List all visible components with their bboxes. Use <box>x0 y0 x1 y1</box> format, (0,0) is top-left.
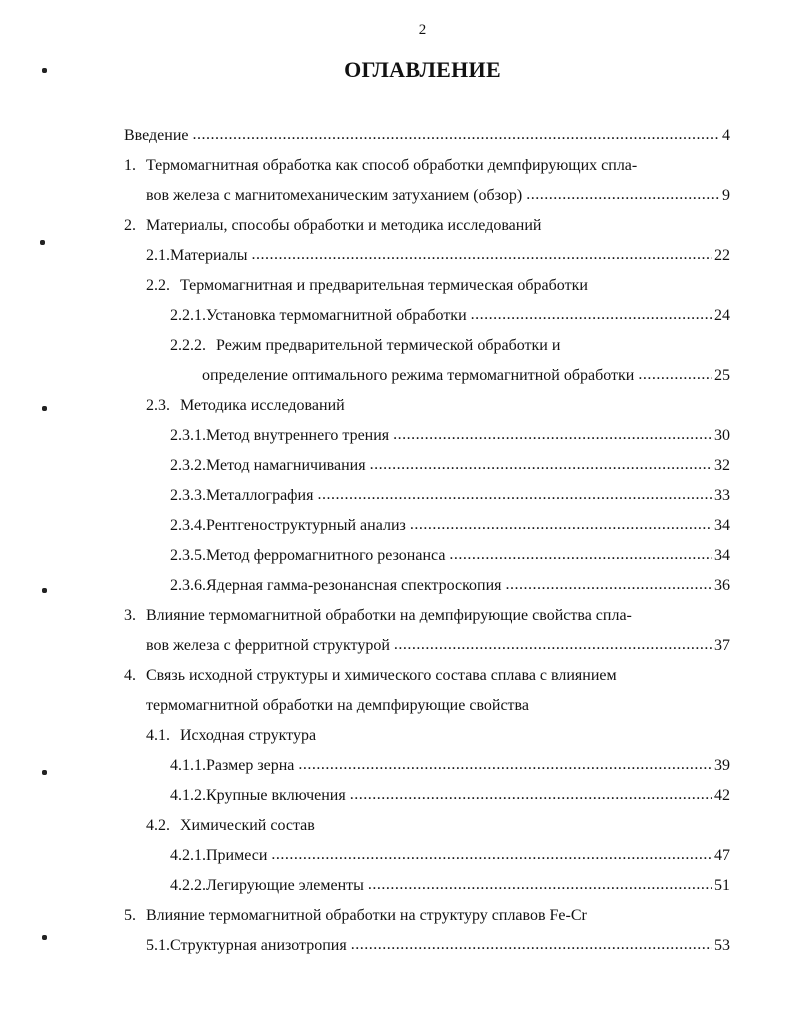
toc-entry-number: 2.1. <box>146 247 170 264</box>
dot-leader <box>193 120 721 150</box>
toc-entry-page: 39 <box>714 757 730 774</box>
toc-entry-page: 30 <box>714 427 730 444</box>
scan-mark <box>42 770 47 775</box>
toc-entry-number: 1. <box>124 157 136 174</box>
toc-entry-2-3-6[interactable] <box>170 571 730 601</box>
dot-leader <box>506 570 712 600</box>
toc-entry-number: 3. <box>124 607 136 624</box>
dot-leader <box>317 480 712 510</box>
toc-entry-title: Влияние термомагнитной обработки на структуру сплавов Fe-Cr <box>146 907 587 924</box>
toc-entry-title: Метод внутреннего трения <box>206 427 390 444</box>
toc-entry-4-2-2[interactable] <box>170 871 730 901</box>
dot-leader <box>393 420 712 450</box>
toc-entry-page: 36 <box>714 577 730 594</box>
toc-entry-number: 4.2.2. <box>170 877 206 894</box>
toc-entry-4-1-2[interactable] <box>170 781 730 811</box>
dot-leader <box>298 750 712 780</box>
toc-entry-title: Связь исходной структуры и химического состава сплава с влиянием <box>146 667 617 684</box>
toc-entry-number: 2.3.3. <box>170 487 206 504</box>
toc-entry-title: Исходная структура <box>180 727 317 744</box>
toc-entry-title: Химический состав <box>180 817 315 834</box>
toc-entry-title: Влияние термомагнитной обработки на демпфирующие свойства спла- <box>146 607 632 624</box>
toc-entry-2-3-4[interactable] <box>170 511 730 541</box>
toc-entry-page: 33 <box>714 487 730 504</box>
toc-entry-page: 34 <box>714 547 730 564</box>
dot-leader <box>252 240 712 270</box>
toc-entry-title: Режим предварительной термической обработки и <box>216 337 561 354</box>
toc-entry-4-1[interactable] <box>146 721 730 751</box>
dot-leader <box>471 300 712 330</box>
toc-entry-page: 37 <box>714 637 730 654</box>
toc-entry-3-cont[interactable] <box>146 631 730 661</box>
toc-entry-title: Метод ферромагнитного резонанса <box>206 547 446 564</box>
toc-entry-page: 51 <box>714 877 730 894</box>
toc-entry-number: 2.2.1. <box>170 307 206 324</box>
toc-entry-title: Введение <box>124 127 189 144</box>
toc-entry-2[interactable] <box>124 211 730 241</box>
toc-entry-number: 2.2. <box>146 277 170 294</box>
toc-entry-2-2-2[interactable] <box>170 331 730 361</box>
toc-entry-number: 4.2.1. <box>170 847 206 864</box>
dot-leader <box>638 360 712 390</box>
dot-leader <box>351 930 712 960</box>
toc-entry-4-2[interactable] <box>146 811 730 841</box>
toc-entry-number: 4.1. <box>146 727 170 744</box>
toc-entry-number: 2.3.5. <box>170 547 206 564</box>
toc-entry-intro[interactable] <box>124 121 730 151</box>
toc-entry-page: 32 <box>714 457 730 474</box>
toc-entry-page: 4 <box>722 127 730 144</box>
toc-entry-5[interactable] <box>124 901 730 931</box>
toc-entry-title: термомагнитной обработки на демпфирующие свойства <box>146 697 529 714</box>
toc-entry-title: Метод намагничивания <box>206 457 366 474</box>
dot-leader <box>271 840 712 870</box>
toc-entry-number: 4. <box>124 667 136 684</box>
toc-entry-page: 25 <box>714 367 730 384</box>
dot-leader <box>449 540 712 570</box>
toc-entry-1-cont[interactable] <box>146 181 730 211</box>
toc-entry-number: 2.3.1. <box>170 427 206 444</box>
toc-entry-1[interactable] <box>124 151 730 181</box>
toc-entry-5-1[interactable] <box>146 931 730 961</box>
toc-entry-4-1-1[interactable] <box>170 751 730 781</box>
toc-entry-page: 53 <box>714 937 730 954</box>
toc-entry-page: 47 <box>714 847 730 864</box>
toc-entry-number: 4.1.2. <box>170 787 206 804</box>
toc-entry-title: Материалы, способы обработки и методика исследований <box>146 217 542 234</box>
scan-mark <box>42 588 47 593</box>
toc-entry-2-3[interactable] <box>146 391 730 421</box>
dot-leader <box>350 780 712 810</box>
scan-mark <box>42 406 47 411</box>
toc-entry-title: Материалы <box>170 247 248 264</box>
toc-entry-page: 9 <box>722 187 730 204</box>
toc-entry-title: Металлография <box>206 487 314 504</box>
toc-entry-title: вов железа с ферритной структурой <box>146 637 390 654</box>
toc-entry-page: 22 <box>714 247 730 264</box>
toc-entry-number: 2.3.2. <box>170 457 206 474</box>
toc-entry-title: Структурная анизотропия <box>170 937 347 954</box>
toc-entry-3[interactable] <box>124 601 730 631</box>
toc-entry-2-3-2[interactable] <box>170 451 730 481</box>
toc-entry-4-cont[interactable] <box>146 691 730 721</box>
toc-entry-2-3-5[interactable] <box>170 541 730 571</box>
toc-entry-number: 2.2.2. <box>170 337 206 354</box>
toc-entry-title: Размер зерна <box>206 757 295 774</box>
dot-leader <box>394 630 712 660</box>
page-title: ОГЛАВЛЕНИЕ <box>344 57 501 82</box>
toc-entry-4-2-1[interactable] <box>170 841 730 871</box>
toc-entry-title: Термомагнитная обработка как способ обработки демпфирующих спла- <box>146 157 638 174</box>
dot-leader <box>370 450 712 480</box>
toc-entry-2-1[interactable] <box>146 241 730 271</box>
toc-entry-2-2-2-cont[interactable] <box>202 361 730 391</box>
scan-mark <box>42 68 47 73</box>
toc-entry-title: Примеси <box>206 847 268 864</box>
toc-entry-number: 2.3.6. <box>170 577 206 594</box>
toc-entry-title: Рентгеноструктурный анализ <box>206 517 406 534</box>
toc-entry-number: 2.3. <box>146 397 170 414</box>
toc-entry-2-2[interactable] <box>146 271 730 301</box>
dot-leader <box>410 510 712 540</box>
toc-entry-2-3-3[interactable] <box>170 481 730 511</box>
toc-entry-page: 42 <box>714 787 730 804</box>
toc-entry-title: Термомагнитная и предварительная термическая обработки <box>180 277 588 294</box>
toc-entry-number: 5.1. <box>146 937 170 954</box>
toc-entry-title: определение оптимального режима термомагнитной обработки <box>202 367 635 384</box>
dot-leader <box>368 870 712 900</box>
toc-entry-number: 4.2. <box>146 817 170 834</box>
toc-entry-title: Ядерная гамма-резонансная спектроскопия <box>206 577 502 594</box>
page-number: 2 <box>418 22 427 38</box>
toc-entry-title: Методика исследований <box>180 397 345 414</box>
dot-leader <box>526 180 720 210</box>
toc-entry-number: 2. <box>124 217 136 234</box>
toc-entry-title: Крупные включения <box>206 787 346 804</box>
toc-entry-2-3-1[interactable] <box>170 421 730 451</box>
toc-entry-page: 24 <box>714 307 730 324</box>
toc-entry-title: вов железа с магнитомеханическим затуханием (обзор) <box>146 187 523 204</box>
toc-entry-title: Легирующие элементы <box>206 877 364 894</box>
toc-entry-2-2-1[interactable] <box>170 301 730 331</box>
toc-entry-number: 2.3.4. <box>170 517 206 534</box>
toc-entry-4[interactable] <box>124 661 730 691</box>
toc-entry-number: 4.1.1. <box>170 757 206 774</box>
scan-mark <box>42 935 47 940</box>
toc-entry-page: 34 <box>714 517 730 534</box>
toc-entry-title: Установка термомагнитной обработки <box>206 307 467 324</box>
toc-entry-number: 5. <box>124 907 136 924</box>
scan-mark <box>40 240 45 245</box>
